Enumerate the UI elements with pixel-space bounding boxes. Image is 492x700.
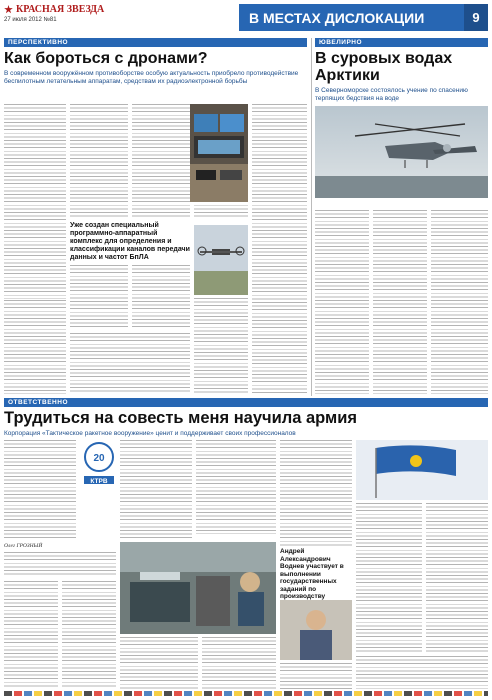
drone-photo	[194, 225, 248, 295]
left-col2-text	[70, 104, 128, 219]
masthead	[4, 4, 488, 34]
svg-text:КТРВ: КТРВ	[90, 478, 108, 485]
bottom-col1-text	[4, 440, 76, 540]
right-col3-text	[431, 210, 488, 394]
section-title-text: В МЕСТАХ ДИСЛОКАЦИИ	[249, 9, 425, 26]
left-col5-text	[252, 104, 307, 394]
right-col1-text	[315, 210, 369, 394]
bottom-col4-text	[280, 440, 352, 546]
bottom-subhead: Андрей Александрович Воднев участвует в выполнении государственных заданий по производству	[280, 548, 344, 600]
left-lead: В современном вооружённом противоборстве особую актуальность приобрело противодействие беспилотным летательным аппаратам, средствам их радиоэлектронной борьбы	[4, 70, 299, 85]
svg-text:20: 20	[93, 453, 105, 464]
brand-text: КРАСНАЯ ЗВЕЗДА	[16, 4, 105, 15]
bottom-col2-text	[120, 440, 192, 540]
bottom-col56d-text	[356, 656, 488, 689]
print-color-bar	[4, 691, 488, 696]
bottom-col2c-text	[62, 581, 116, 689]
rubric-right: ЮВЕЛИРНО	[315, 38, 488, 47]
bottom-headline: Трудиться на совесть меня научила армия	[4, 409, 358, 427]
bottom-col3c-text	[120, 637, 198, 689]
left-subhead: Уже создан специальный программно-аппаратный комплекс для определения и классификации каналов передачи данных и частот БпЛА	[70, 222, 190, 261]
equipment-photo-top	[190, 104, 248, 202]
bottom-byline: Олег ГРОЗНЫЙ	[4, 543, 43, 549]
left-headline: Как бороться с дронами?	[4, 50, 208, 67]
left-col1b-text	[4, 300, 66, 394]
workshop-photo	[120, 542, 276, 634]
rubric-bottom: ОТВЕТСТВЕННО	[4, 398, 488, 407]
bottom-col4d-text	[280, 663, 352, 689]
red-star-icon	[4, 5, 13, 14]
column-divider	[311, 38, 312, 396]
left-col3b-text	[132, 265, 190, 330]
bottom-col3-text	[196, 440, 276, 534]
page-number: 9	[464, 4, 488, 31]
bottom-lead: Корпорация «Тактическое ракетное вооружение» ценит и поддерживает своих профессионалов	[4, 430, 296, 437]
left-col1-text	[4, 104, 66, 299]
bottom-col1b-text	[4, 552, 116, 577]
left-col3-text	[132, 104, 190, 219]
left-col2b-text	[70, 265, 128, 330]
corporation-logo	[80, 440, 118, 488]
helicopter-photo	[315, 106, 488, 198]
right-col2-text	[373, 210, 427, 394]
right-lead: В Северноморске состоялось учение по спасению терпящих бедствия на воде	[315, 87, 468, 102]
right-headline: В суровых водах Арктики	[315, 50, 453, 84]
issue-dateline: 27 июля 2012 №81	[4, 17, 57, 23]
left-col23c-text	[70, 333, 190, 394]
bottom-col4c-text	[202, 637, 276, 689]
bottom-col5-text	[356, 503, 422, 653]
newspaper-brand	[4, 4, 104, 15]
left-col4b-text	[194, 298, 248, 394]
worker-photo	[280, 600, 352, 660]
bottom-col1c-text	[4, 581, 58, 689]
section-title	[239, 4, 488, 31]
bottom-col6-text	[426, 503, 488, 653]
flag-photo	[356, 440, 488, 500]
rubric-left: ПЕРСПЕКТИВНО	[4, 38, 307, 47]
